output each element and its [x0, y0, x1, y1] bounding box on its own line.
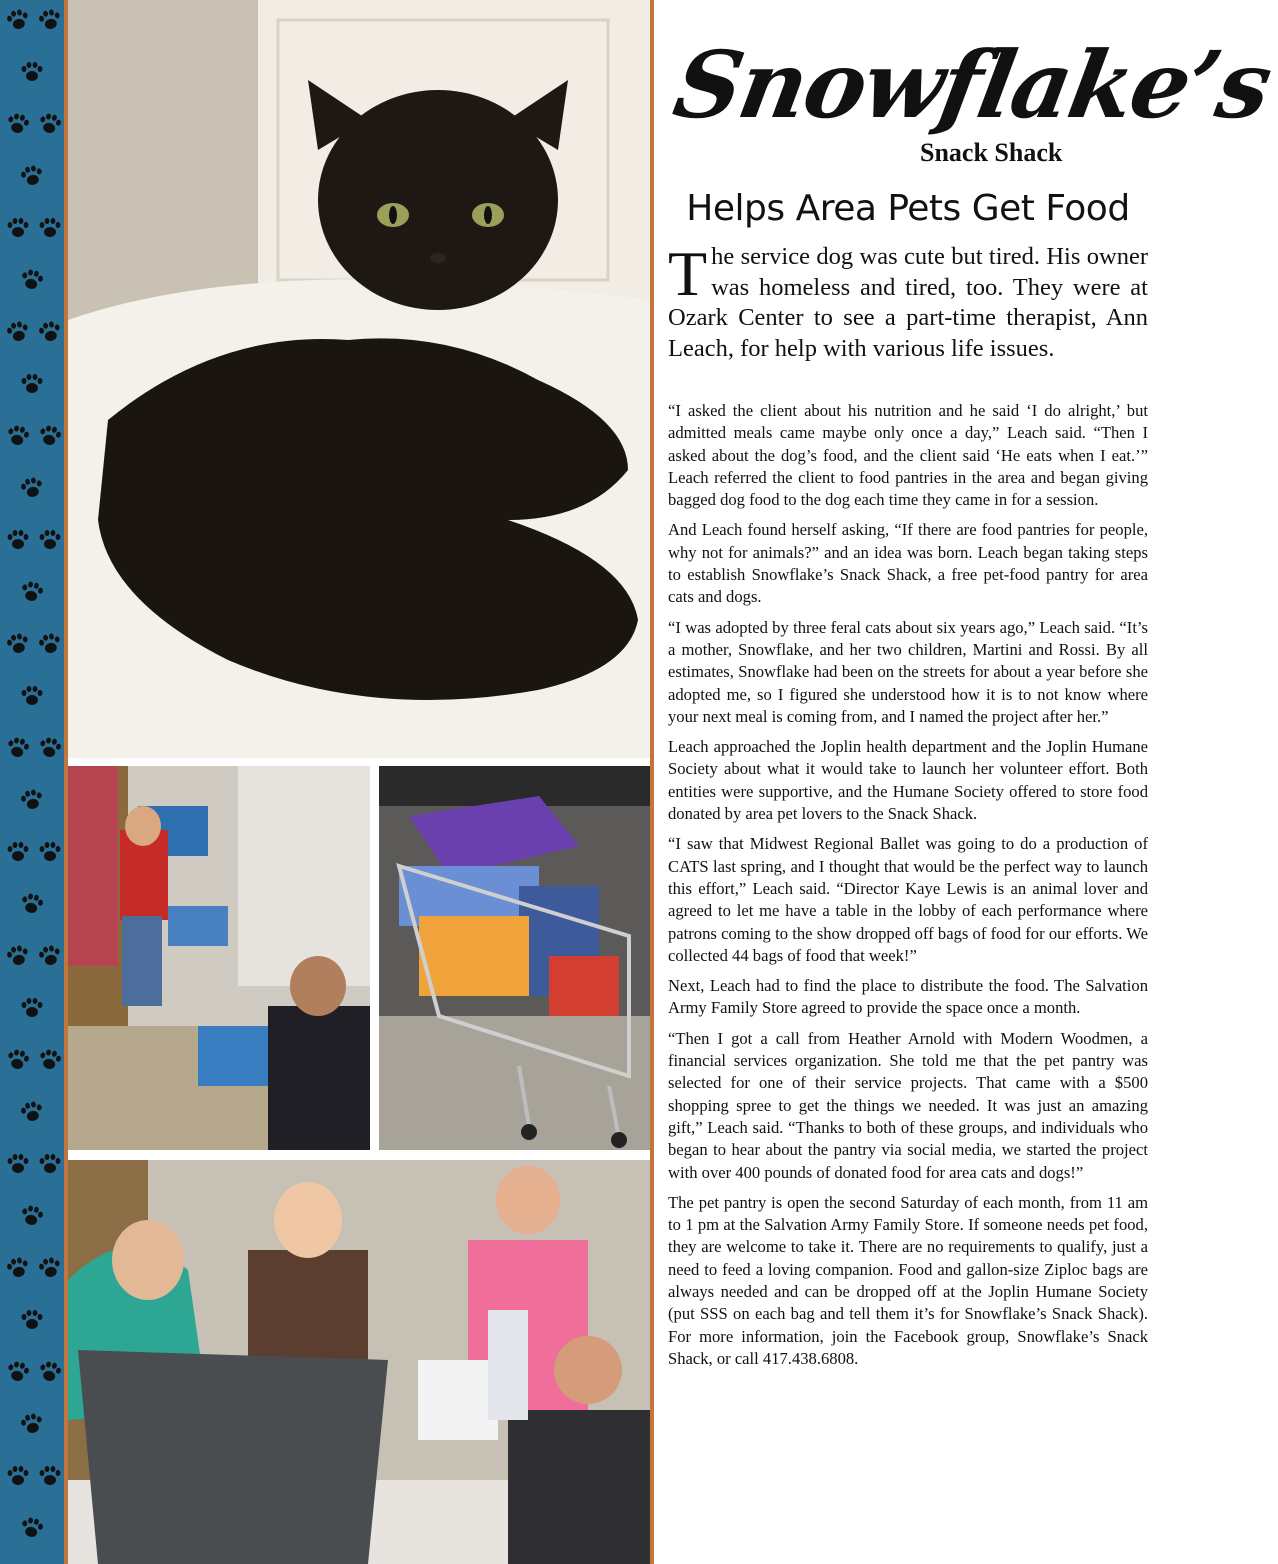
paragraph: And Leach found herself asking, “If there are food pantries for people, why not for animals?” and an idea was born. Leach began taking steps to establish Snowflake’s Snack Shack, a free pet-food pantry for area cats and dogs.: [668, 520, 1148, 607]
paw-print-icon: [36, 110, 64, 138]
paw-print-icon: [18, 1514, 46, 1542]
paw-print-icon: [4, 1046, 32, 1074]
paw-print-icon: [20, 1308, 44, 1332]
paw-print-icon: [18, 162, 46, 190]
paw-print-icon: [6, 216, 30, 240]
headline: Helps Area Pets Get Food: [686, 188, 1130, 229]
paragraph: Next, Leach had to find the place to distribute the food. The Salvation Army Family Store agreed to provide the space once a month.: [668, 976, 1148, 1018]
black-cat-photo: [68, 0, 650, 758]
paw-print-icon: [38, 840, 62, 864]
paw-print-icon: [36, 630, 64, 658]
paw-print-icon: [4, 422, 32, 450]
paragraph: “I asked the client about his nutrition and he said ‘I do alright,’ but admitted meals came maybe only once a day,” Leach said. “Then I asked about the dog’s food, and the client said ‘He eats when I eat.’” Leach referred the client to food pantries in the area and began giving bagged dog food to the dog each time they came in for a session.: [668, 401, 1148, 510]
paw-print-icon: [36, 1358, 64, 1386]
paragraph: “I was adopted by three feral cats about six years ago,” Leach said. “It’s a mother, Snowflake, and her two children, Martini and Rossi. By all estimates, Snowflake had been on the streets for about a year before she adopted me, so I figured she understood how it is to not know where your next meal is coming from, and I named the project after her.”: [668, 617, 1148, 726]
paw-print-icon: [38, 528, 62, 552]
paw-print-icon: [4, 110, 32, 138]
paw-print-icon: [4, 1254, 32, 1282]
paw-print-icon: [36, 1254, 64, 1282]
paw-print-icon: [38, 216, 62, 240]
lead-paragraph: [668, 238, 1148, 364]
paw-print-icon: [6, 840, 30, 864]
paragraph: The pet pantry is open the second Saturday of each month, from 11 am to 1 pm at the Salvation Army Family Store. If someone needs pet food, they are welcome to take it. There are no requirements to qualify, just a need to feed a loving companion. Food and gallon-size Ziploc bags are always needed and can be dropped off at the Joplin Humane Society (put SSS on each bag and tell them it’s for Snowflake’s Snack Shack). For more information, join the Facebook group, Snowflake’s Snack Shack, or call 417.438.6808.: [668, 1192, 1148, 1368]
paw-print-icon: [6, 528, 30, 552]
storage-room-photo: [68, 766, 370, 1150]
paw-print-icon: [4, 942, 32, 970]
paragraph: Leach approached the Joplin health department and the Joplin Humane Society about what it would take to launch her volunteer effort. Both entities were supportive, and the Humane Society offered to store food donated by area pet lovers to the Snack Shack.: [668, 737, 1148, 824]
article: [666, 0, 1278, 1564]
paw-print-icon: [4, 630, 32, 658]
paw-print-icon: [20, 60, 44, 84]
photo-border: [650, 0, 654, 1564]
photo-collage: [68, 0, 650, 1564]
paw-print-icon: [36, 422, 64, 450]
paragraph: “Then I got a call from Heather Arnold with Modern Woodmen, a financial services organization. She told me that the pet pantry was selected for one of their service projects. That came with a $500 shopping spree to get the things we needed. It was just an amazing gift,” Leach said. “Thanks to both of these groups, and individuals who began to hear about the pantry via social media, we started the project with over 400 pounds of donated food for area cats and dogs!”: [668, 1028, 1148, 1182]
paw-print-icon: [20, 996, 44, 1020]
paw-print-icon: [18, 1410, 46, 1438]
paw-print-icon: [18, 266, 46, 294]
paw-print-icon: [4, 734, 32, 762]
paw-print-icon: [36, 318, 64, 346]
brand-title: Snowflake’s: [666, 31, 1278, 139]
masthead: [666, 18, 1278, 178]
paw-print-icon: [18, 890, 46, 918]
paragraph: “I saw that Midwest Regional Ballet was going to do a production of CATS last spring, and I thought that would be the perfect way to launch this effort,” Leach said. “Director Kaye Lewis is an animal lover and agreed to let me have a table in the lobby of each performance where patrons coming to the show dropped off bags of food for our efforts. We collected 44 bags of food that week!”: [668, 834, 1148, 965]
paw-print-icon: [6, 1464, 30, 1488]
paw-print-icon: [36, 6, 64, 34]
paw-print-icon: [18, 578, 46, 606]
paw-print-icon: [4, 318, 32, 346]
paw-pattern-strip: [0, 0, 64, 1564]
paw-print-icon: [36, 734, 64, 762]
paw-print-icon: [20, 372, 44, 396]
paw-print-icon: [18, 474, 46, 502]
volunteers-photo: [68, 1160, 650, 1564]
paw-print-icon: [4, 1358, 32, 1386]
paw-print-icon: [20, 684, 44, 708]
paw-print-icon: [38, 1152, 62, 1176]
paw-print-icon: [38, 1464, 62, 1488]
brand-subtitle: Snack Shack: [920, 138, 1063, 167]
paw-print-icon: [18, 1098, 46, 1126]
paw-print-icon: [36, 1046, 64, 1074]
paw-print-icon: [18, 1202, 46, 1230]
paw-print-icon: [6, 1152, 30, 1176]
paw-print-icon: [18, 786, 46, 814]
paw-print-icon: [4, 6, 32, 34]
lead-text: he service dog was cute but tired. His owner was homeless and tired, too. They were at Ozark Center to see a part-time therapist, Ann Leach, for help with various life issues.: [668, 243, 1148, 362]
shopping-cart-photo: [379, 766, 650, 1150]
article-body: [668, 400, 1148, 1378]
drop-cap: T: [668, 238, 708, 309]
paw-print-icon: [36, 942, 64, 970]
